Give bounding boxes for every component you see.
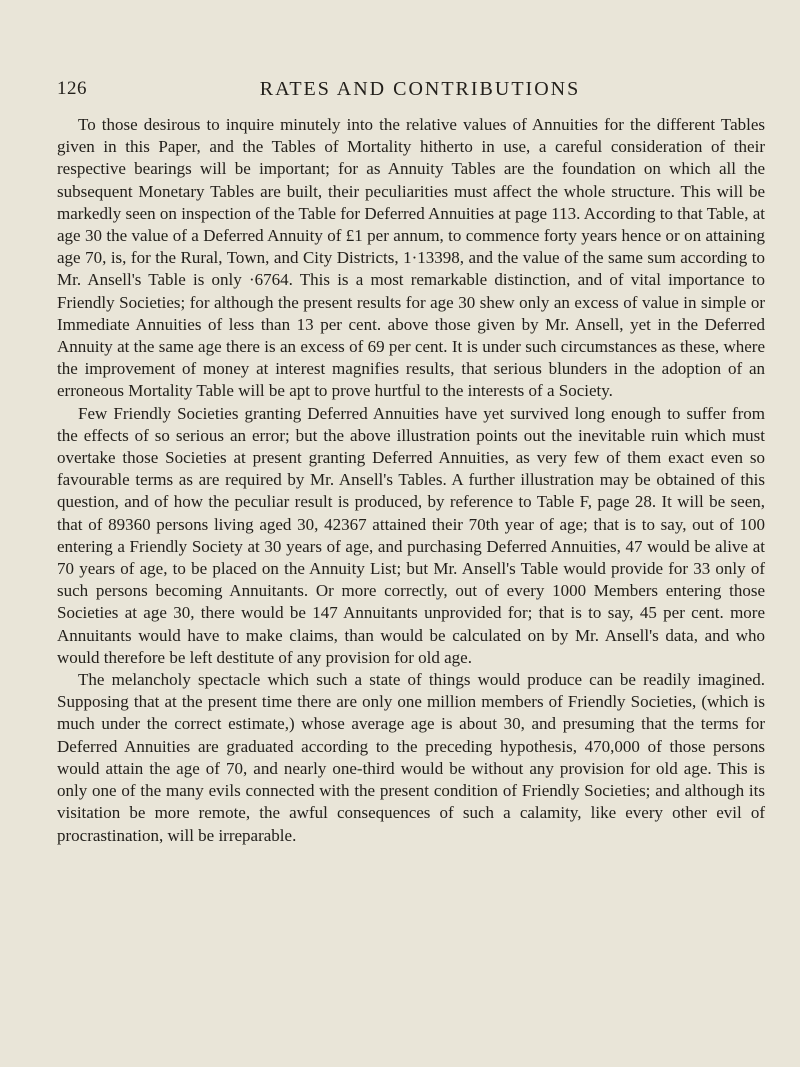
paragraph-2: Few Friendly Societies granting Deferred Annuities have yet survived long enough to suffer from the effects of so serious an error; but the above illustration points out the inevitable ruin which must overtake those Societies at present granting Deferred Annuities, as very few of them exact even so favourable terms as are required by Mr. Ansell's Tables. A further illustration may be obtained of this question, and of how the peculiar result is produced, by reference to Table F, page 28. It will be seen, that of 89360 persons living aged 30, 42367 attained their 70th year of age; that is to say, out of 100 entering a Friendly Society at 30 years of age, and purchasing Deferred Annuities, 47 would be alive at 70 years of age, to be placed on the Annuity List; but Mr. Ansell's Table would provide for 33 only of such persons becoming Annuitants. Or more correctly, out of every 1000 Members entering those Societies at age 30, there would be 147 Annuitants unprovided for; that is to say, 45 per cent. more Annuitants would have to make claims, than would be calculated on by Mr. Ansell's data, and who would therefore be left destitute of any provision for old age. — [57, 403, 765, 667]
running-head: RATES AND CONTRIBUTIONS — [259, 78, 581, 100]
page-header — [57, 78, 767, 102]
body-text — [57, 114, 765, 847]
page-number: 126 — [57, 78, 87, 99]
paragraph-3: The melancholy spectacle which such a state of things would produce can be readily imagined. Supposing that at the present time there are only one million members of Friendly Societies, (which is much under the correct estimate,) whose average age is about 30, and presuming that the terms for Deferred Annuities are graduated according to the preceding hypothesis, 470,000 of those persons would attain the age of 70, and nearly one-third would be without any provision for old age. This is only one of the many evils connected with the present condition of Friendly Societies; and although its visitation be more remote, the awful consequences of such a calamity, like every other evil of procrastination, will be irreparable. — [57, 670, 765, 845]
paragraph-1: To those desirous to inquire minutely into the relative values of Annuities for the different Tables given in this Paper, and the Tables of Mortality hitherto in use, a careful consideration of their respective bearings will be important; for as Annuity Tables are the foundation on which all the subsequent Monetary Tables are built, their peculiarities must affect the whole structure. This will be markedly seen on inspection of the Table for Deferred Annuities at page 113. According to that Table, at age 30 the value of a Deferred Annuity of £1 per annum, to commence forty years hence or on attaining age 70, is, for the Rural, Town, and City Districts, 1·13398, and the value of the same sum according to Mr. Ansell's Table is only ·6764. This is a most remarkable distinction, and of vital importance to Friendly Societies; for although the present results for age 30 shew only an excess of value in simple or Immediate Annuities of less than 13 per cent. above those given by Mr. Ansell, yet in the Deferred Annuity at the same age there is an excess of 69 per cent. It is under such circumstances as these, where the improvement of money at interest magnifies results, that serious blunders in the adoption of an erroneous Mortality Table will be apt to prove hurtful to the interests of a Society. — [57, 115, 765, 401]
